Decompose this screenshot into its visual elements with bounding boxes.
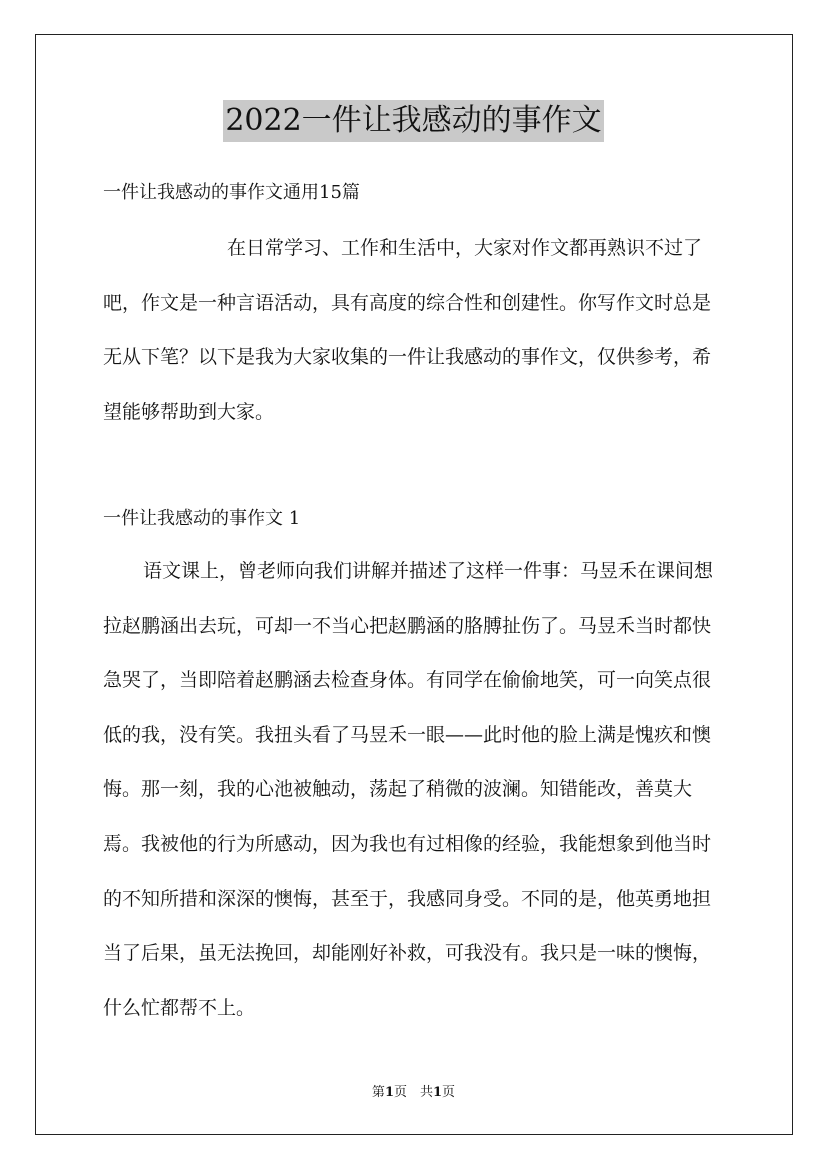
footer-page-mid: 页 共 bbox=[393, 1085, 433, 1100]
document-title: 2022一件让我感动的事作文 bbox=[223, 100, 603, 142]
footer-page-total: 1 bbox=[433, 1085, 443, 1100]
footer-page-number: 1 bbox=[384, 1085, 394, 1100]
document-subtitle: 一件让我感动的事作文通用15篇 bbox=[103, 182, 360, 203]
footer-page-prefix: 第 bbox=[371, 1085, 385, 1100]
intro-paragraph: 在日常学习、工作和生活中，大家对作文都再熟识不过了吧，作文是一种言语活动，具有高度的综合性和创建性。你写作文时总是无从下笔？以下是我为大家收集的一件让我感动的事作文，仅供参考，希望能够帮助到大家。 bbox=[103, 237, 712, 423]
title-container bbox=[0, 100, 827, 142]
section-body-paragraph: 语文课上，曾老师向我们讲解并描述了这样一件事：马昱禾在课间想拉赵鹏涵出去玩，可却一不当心把赵鹏涵的胳膊扯伤了。马昱禾当时都快急哭了，当即陪着赵鹏涵去检查身体。有同学在偷偷地笑，可一向笑点很低的我，没有笑。我扭头看了马昱禾一眼——此时他的脸上满是愧疚和懊悔。那一刻，我的心池被触动，荡起了稍微的波澜。知错能改，善莫大焉。我被他的行为所感动，因为我也有过相像的经验，我能想象到他当时的不知所措和深深的懊悔，甚至于，我感同身受。不同的是，他英勇地担当了后果，虽无法挽回，却能刚好补救，可我没有。我只是一味的懊悔，什么忙都帮不上。 bbox=[103, 560, 714, 1019]
section-heading: 一件让我感动的事作文 1 bbox=[103, 508, 301, 529]
page-footer bbox=[0, 1084, 827, 1102]
footer-page-suffix: 页 bbox=[442, 1085, 456, 1100]
